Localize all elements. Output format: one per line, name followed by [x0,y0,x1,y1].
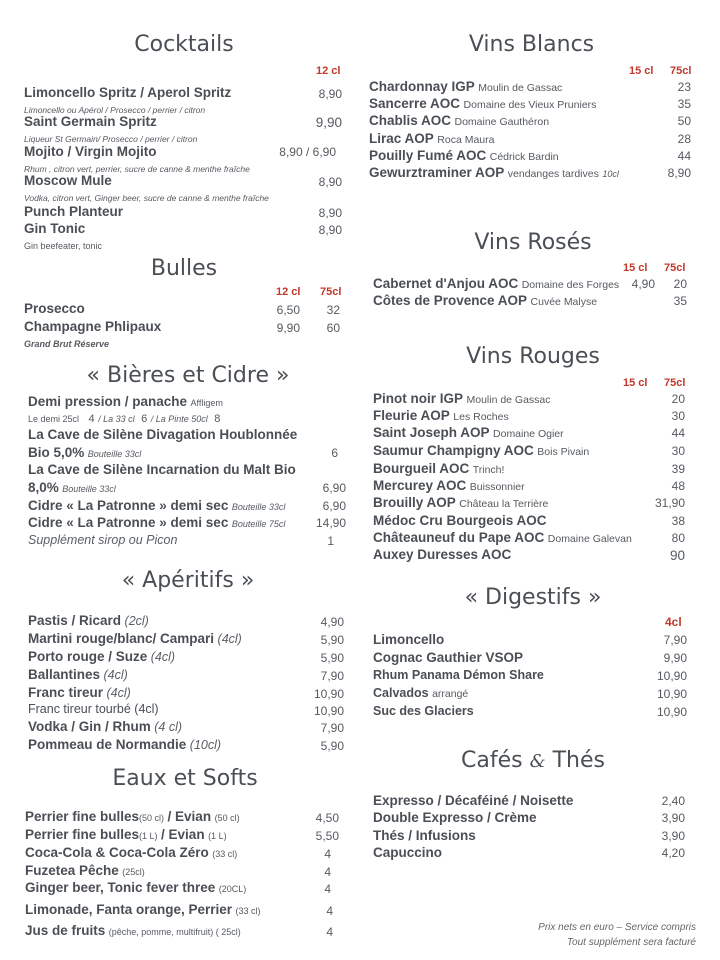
item-price-75cl: 90 [669,548,685,563]
menu-item [28,498,285,513]
item-name: Mercurey AOC [373,478,467,493]
item-name: Franc tireur tourbé (4cl) [28,702,159,716]
menu-item [369,79,562,94]
menu-item [373,408,509,423]
price: 4 [88,413,95,425]
item-name: Porto rouge / Suze [28,649,148,664]
bulles-title: Bulles [150,256,218,281]
menu-item [24,221,85,236]
menu-item: Coca-Cola & Coca-Cola Zéro (33 cl) [25,845,238,860]
item-name: Franc tireur [28,685,104,700]
item-name: Calvados [373,686,429,700]
footer-note [538,920,696,950]
item-price-75cl: 28 [677,132,691,146]
menu-item [24,301,85,316]
item-producer: Domaine Gauthéron [454,116,550,128]
menu-item [373,391,551,406]
menu-item [28,613,149,628]
item-price-75cl: 35 [673,294,687,308]
item-price-75cl: 8,90 [667,166,691,180]
bieres-section [28,363,358,553]
item-name: Médoc Cru Bourgeois AOC [373,513,547,528]
item-name: Saumur Champigny AOC [373,443,534,458]
item-price-15cl: 4,90 [631,277,655,291]
item-size: (4 cl) [154,720,183,734]
aperitifs-title: « Apéritifs » [121,568,255,593]
item-name: Limoncello Spritz / Aperol Spritz [24,85,232,100]
menu-item [373,828,476,843]
item-name: Fleurie AOP [373,408,450,423]
item-price: 8,90 [318,87,342,101]
item-name: Pommeau de Normandie [28,737,187,752]
item-price: 10,90 [656,705,687,719]
item-name: Saint Joseph AOP [373,425,490,440]
menu-item [373,810,537,825]
item-name: Punch Planteur [24,204,124,219]
item-name: Cognac Gauthier VSOP [373,650,524,665]
menu-item [373,478,525,493]
item-size: (10cl) [189,738,222,752]
item-name: Pastis / Ricard [28,613,122,628]
menu-item [373,650,523,665]
item-description: Grand Brut Réserve [24,339,110,349]
item-size: Bouteille 33cl [87,449,142,459]
menu-item [373,495,548,510]
menu-item [28,631,242,646]
item-name: Vodka / Gin / Rhum [28,719,151,734]
menu-item [373,704,474,718]
header-75cl: 75cl [664,377,686,389]
cocktails-title: Cocktails [134,32,234,57]
menu-item [28,667,128,682]
menu-item [28,702,159,716]
item-size: 10cl [602,169,619,179]
vins-roses-section [373,230,703,315]
footer-line-1: Prix nets en euro – Service compris [538,922,696,933]
item-price: 10,90 [656,687,687,701]
menu-item: Fuzetea Pêche (25cl) [25,863,145,878]
menu-item [373,845,442,860]
menu-item [373,547,511,562]
item-producer: Domaine des Vieux Pruniers [463,99,597,111]
item-price: 7,90 [320,669,344,683]
menu-item [369,113,549,128]
header-15cl: 15 cl [623,377,648,389]
item-price-12cl: 9,90 [276,321,300,335]
item-description: Rhum , citron vert, perrier, sucre de canne & menthe fraîche [24,164,250,174]
item-name: Bourgueil AOC [373,461,470,476]
menu-item [28,533,177,547]
item-description: Liqueur St Germain/ Prosecco / perrier / citron [24,134,198,144]
item-name: Châteauneuf du Pape AOC [373,530,545,545]
item-price-75cl: 50 [677,114,691,128]
item-price: 5,50 [315,829,339,843]
item-name: Côtes de Provence AOP [373,293,528,308]
item-name: Chardonnay IGP [369,79,475,94]
vins-roses-title: Vins Rosés [474,230,592,255]
menu-item [373,793,573,808]
item-price: 5,90 [320,739,344,753]
item-name: Lirac AOP [369,131,434,146]
menu-item [373,668,544,682]
item-price-75cl: 60 [326,321,340,335]
menu-item [373,443,589,458]
item-price: 4,50 [315,811,339,825]
header-15cl: 15 cl [629,65,654,77]
item-price: 4,20 [661,846,685,860]
menu-item [369,165,619,180]
item-size: Bouteille 75cl [231,519,286,529]
item-name: Suc des Glaciers [373,704,474,718]
bieres-title: « Bières et Cidre » [86,363,290,388]
item-price-75cl: 32 [326,303,340,317]
item-producer: Château la Terrière [459,498,549,510]
bulles-section [24,256,354,351]
item-producer: Trinch! [472,464,505,476]
item-name: Expresso / Décaféiné / Noisette [373,793,574,808]
item-size: (2cl) [124,614,149,628]
item-size: (4cl) [150,650,176,664]
menu-item-cont [28,445,141,460]
item-price-75cl: 48 [671,479,685,493]
header-75cl: 75cl [670,65,692,77]
item-name: Double Expresso / Crème [373,810,537,825]
item-name: Cidre « La Patronne » demi sec [28,498,229,513]
header-15cl: 15 cl [623,262,648,274]
item-price-75cl: 44 [671,426,685,440]
item-price-75cl: 39 [671,462,685,476]
item-producer: vendanges tardives [507,168,599,180]
price: 6 [141,413,148,425]
item-price: 10,90 [656,669,687,683]
item-producer: Buissonnier [469,481,525,493]
item-price: 6 [331,446,338,460]
item-price: 9,90 [663,651,687,665]
item-price: 5,90 [320,633,344,647]
item-producer: Moulin de Gassac [466,394,551,406]
item-name: Gin Tonic [24,221,86,236]
item-name: Cidre « La Patronne » demi sec [28,515,229,530]
item-description: Vodka, citron vert, Ginger beer, sucre de canne & menthe fraîche [24,193,269,203]
menu-item [373,686,468,700]
eaux-title: Eaux et Softs [112,766,258,791]
header-4cl: 4cl [665,615,682,629]
item-price-75cl: 20 [671,392,685,406]
menu-item [373,530,632,545]
item-name: Prosecco [24,301,85,316]
menu-item [28,685,131,700]
item-price: 3,90 [661,829,685,843]
menu-item [24,173,112,188]
item-price-75cl: 31,90 [654,496,685,510]
item-price: 10,90 [313,704,344,718]
menu-item [24,144,156,159]
footer-line-2: Tout supplément sera facturé [566,937,696,948]
item-producer: Domaine Ogier [493,428,564,440]
item-price: 7,90 [320,721,344,735]
cafes-title: Cafés & Thés [460,748,605,773]
item-producer: Domaine des Forges [521,279,620,291]
item-price: 9,90 [315,115,342,130]
item-price: 1 [327,534,334,548]
item-price: 2,40 [661,794,685,808]
menu-item [369,96,596,111]
menu-item: Perrier fine bulles(1 L) / Evian (1 L) [25,827,227,842]
bulles-header-75cl: 75cl [320,286,342,298]
item-price: 4 [324,865,331,879]
aperitifs-section [28,568,358,758]
item-price: 8,90 [318,206,342,220]
item-size: (4cl) [103,668,128,682]
vins-blancs-title: Vins Blancs [468,32,595,57]
price: 8 [214,413,221,425]
item-price: 4,90 [320,615,344,629]
item-name: Rhum Panama Démon Share [373,668,544,682]
digestifs-title: « Digestifs » [464,585,602,610]
item-price-75cl: 23 [677,80,691,94]
item-name: Demi pression / panache [28,394,188,409]
item-name: Mojito / Virgin Mojito [24,144,157,159]
item-name: La Cave de Silène Incarnation du Malt Bio [28,462,296,477]
item-size: (4cl) [217,632,242,646]
menu-item [28,427,297,442]
item-name: Auxey Duresses AOC [373,547,512,562]
item-price: 8,90 [318,223,342,237]
item-price-75cl: 38 [671,514,685,528]
item-producer: Bois Pivain [537,446,590,458]
item-price-75cl: 30 [671,409,685,423]
item-name: Gewurztraminer AOP [369,165,505,180]
item-name: Pinot noir IGP [373,391,463,406]
item-price: 8,90 [318,175,342,189]
item-sizes: Le demi 25cl 4 / La 33 cl 6 / La Pinte 50cl 8 [28,413,221,425]
item-price-75cl: 44 [677,149,691,163]
item-price: 10,90 [313,687,344,701]
menu-item-cont [28,480,116,495]
item-name: Martini rouge/blanc/ Campari [28,631,215,646]
item-price: 4 [324,847,331,861]
menu-item [28,737,221,752]
bulles-header-12cl: 12 cl [276,286,301,298]
cafes-section [373,748,703,868]
menu-item: Perrier fine bulles(50 cl) / Evian (50 cl) [25,809,240,824]
item-name: La Cave de Silène Divagation Houblonnée [28,427,298,442]
header-75cl: 75cl [664,262,686,274]
menu-item [28,394,223,409]
item-producer: Roca Maura [437,134,495,146]
item-producer: Moulin de Gassac [478,82,563,94]
item-size: Bouteille 33cl [231,502,286,512]
item-name: Limoncello [373,632,445,647]
item-price-75cl: 20 [673,277,687,291]
vins-blancs-section [369,32,699,187]
item-producer: Cédrick Bardin [489,151,559,163]
menu-item [24,204,123,219]
item-name: Moscow Mule [24,173,112,188]
item-price-12cl: 6,50 [276,303,300,317]
menu-item [28,649,175,664]
eaux-section [25,766,355,946]
menu-item [373,276,619,291]
item-price: 14,90 [315,516,346,530]
item-price: 8,90 / 6,90 [279,145,336,159]
item-description: Gin beefeater, tonic [24,241,103,251]
item-name: Thés / Infusions [373,828,476,843]
item-price-75cl: 35 [677,97,691,111]
menu-item [373,461,504,476]
item-description: Limoncello ou Apérol / Prosecco / perrier / citron [24,105,206,115]
menu-item [369,148,559,163]
menu-item [373,513,547,528]
menu-item [373,293,597,308]
item-producer: Domaine Galevan [547,533,632,545]
cocktails-section [24,32,354,257]
vins-rouges-title: Vins Rouges [466,344,600,369]
menu-item: Jus de fruits (pêche, pomme, multifruit) ( 25cl) [25,923,241,938]
menu-item [28,515,285,530]
item-name: Champagne Phlipaux [24,319,162,334]
item-price-75cl: 80 [671,531,685,545]
item-brand: Affligem [190,398,223,408]
item-price: 5,90 [320,651,344,665]
menu-item [28,462,296,477]
item-size: (4cl) [106,686,131,700]
menu-item [373,632,444,647]
menu-item [369,131,494,146]
item-producer: Cuvée Malyse [530,296,598,308]
menu-item: Limonade, Fanta orange, Perrier (33 cl) [25,902,261,917]
item-price: 3,90 [661,811,685,825]
item-name: Capuccino [373,845,443,860]
item-name: Cabernet d'Anjou AOC [373,276,519,291]
menu-item [28,719,182,734]
menu-item [24,319,161,334]
item-name-cont: Bio 5,0% [28,445,85,460]
item-size: Bouteille 33cl [62,484,116,494]
cocktails-header-12cl: 12 cl [316,65,341,77]
item-price: 6,90 [322,499,346,513]
item-name: Supplément sirop ou Picon [28,533,178,547]
item-price: 4 [326,925,333,939]
item-price-75cl: 30 [671,444,685,458]
item-note: arrangé [432,688,469,700]
menu-item [24,85,231,100]
item-name: Pouilly Fumé AOC [369,148,487,163]
item-name: Brouilly AOP [373,495,456,510]
item-name: Sancerre AOC [369,96,461,111]
item-price: 4 [324,882,331,896]
item-producer: Les Roches [453,411,509,423]
item-name: Chablis AOC [369,113,452,128]
vins-rouges-section [373,344,703,569]
menu-item [373,425,564,440]
item-price: 6,90 [322,481,346,495]
item-name: Saint Germain Spritz [24,114,157,129]
item-name-cont: 8,0% [28,480,59,495]
item-name: Ballantines [28,667,101,682]
menu-item: Ginger beer, Tonic fever three (20CL) [25,880,247,895]
menu-item [24,114,157,129]
item-price: 7,90 [663,633,687,647]
digestifs-section [373,585,703,725]
item-price: 4 [326,904,333,918]
